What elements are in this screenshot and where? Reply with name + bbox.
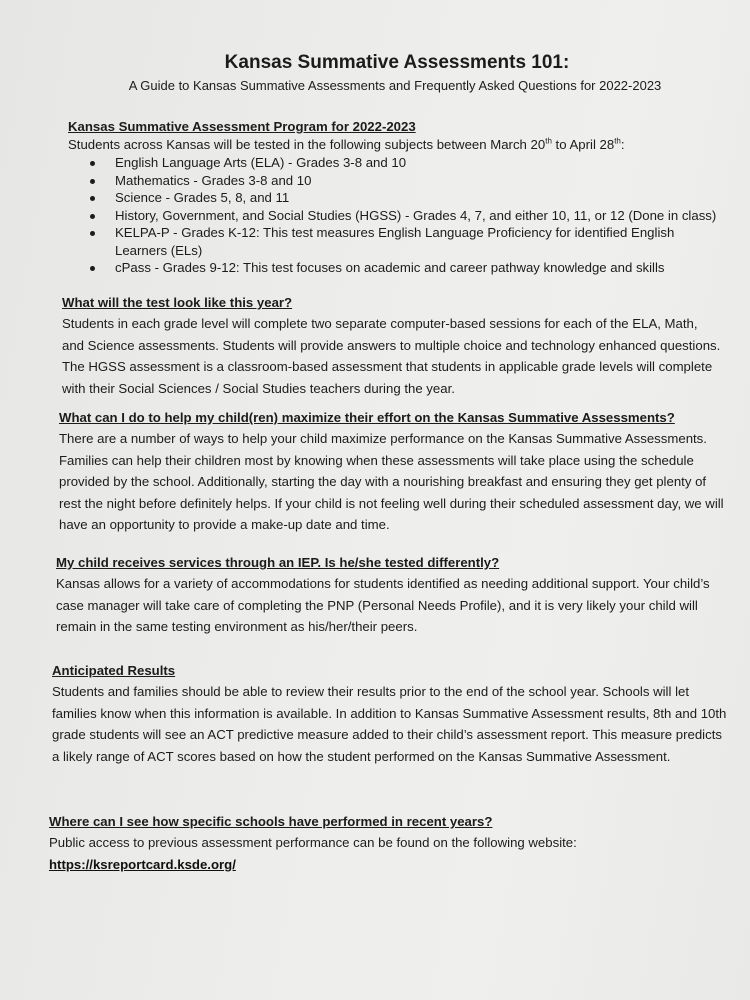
help-section [59, 407, 729, 535]
bullet-icon [90, 266, 95, 271]
report-card-link[interactable]: https://ksreportcard.ksde.org/ [49, 856, 236, 872]
iep-body: Kansas allows for a variety of accommodations for students identified as needing additional support. Your child’s case manager will take care of completing the PNP (Personal Needs Profile), and it is very likely your child will remain in the same testing environment as his/her/their peers. [56, 576, 710, 635]
bullet-icon [90, 214, 95, 219]
performance-heading: Where can I see how specific schools have performed in recent years? [49, 814, 493, 829]
subject-list [68, 154, 718, 277]
program-intro [68, 136, 718, 154]
bullet-icon [90, 161, 95, 166]
program-intro-text-3: : [620, 137, 625, 152]
bullet-icon [90, 196, 95, 201]
program-intro-text-2: to April 28 [551, 137, 615, 152]
list-item [68, 172, 718, 190]
results-section [52, 660, 732, 767]
test-look-section [62, 292, 722, 399]
program-intro-text-1: Students across Kansas will be tested in the following subjects between March 20 [68, 137, 546, 152]
help-heading: What can I do to help my child(ren) maximize their effort on the Kansas Summative Assessments? [59, 410, 675, 425]
list-item [68, 224, 718, 259]
list-item [68, 189, 718, 207]
program-section [68, 118, 718, 277]
performance-body: Public access to previous assessment performance can be found on the following website: [49, 835, 577, 851]
list-item-text: Science - Grades 5, 8, and 11 [115, 190, 290, 205]
list-item [68, 207, 718, 225]
list-item [68, 259, 718, 277]
program-intro-sup-2: th [614, 136, 621, 146]
help-body: There are a number of ways to help your child maximize performance on the Kansas Summative Assessments. Families can help their children most by knowing when these assessments will take place using the schedule provided by the school. Additionally, starting the day with a nourishing breakfast and ensuring they get plenty of rest the night before definitely helps. If your child is not feeling well during their scheduled assessment day, we will have an opportunity to provide a make-up date and time. [59, 431, 724, 533]
list-item [68, 154, 718, 172]
results-heading: Anticipated Results [52, 663, 176, 678]
list-item-text: English Language Arts (ELA) - Grades 3-8 and 10 [115, 155, 407, 170]
results-body: Students and families should be able to review their results prior to the end of the school year. Schools will let families know when this information is available. In addition to Kansas Summative Assessment results, 8th and 10th grade students will see an ACT predictive measure added to their child’s assessment report. This measure predicts a likely range of ACT scores based on how the student performed on the Kansas Summative Assessment. [52, 684, 727, 764]
program-intro-sup-1: th [545, 136, 552, 146]
list-item-text: Mathematics - Grades 3-8 and 10 [115, 172, 312, 188]
page-subtitle: A Guide to Kansas Summative Assessments and Frequently Asked Questions for 2022-2023 [128, 78, 662, 93]
iep-section [56, 552, 726, 638]
bullet-icon [90, 179, 95, 184]
list-item-text: History, Government, and Social Studies (HGSS) - Grades 4, 7, and either 10, 11, or 12 (Done in class) [115, 207, 717, 223]
iep-heading: My child receives services through an IEP. Is he/she tested differently? [56, 555, 500, 570]
list-item-text: KELPA-P - Grades K-12: This test measures English Language Proficiency for identified English Learners (ELs) [115, 225, 675, 258]
test-look-heading: What will the test look like this year? [62, 295, 293, 310]
test-look-body: Students in each grade level will complete two separate computer-based sessions for each of the ELA, Math, and Science assessments. Students will provide answers to multiple choice and technology enhanced questions. The HGSS assessment is a classroom-based assessment that students in applicable grade levels will complete with their Social Sciences / Social Studies teachers during the year. [62, 316, 721, 396]
list-item-text: cPass - Grades 9-12: This test focuses on academic and career pathway knowledge and skills [115, 260, 665, 275]
bullet-icon [90, 231, 95, 236]
performance-section [49, 811, 729, 875]
page-title: Kansas Summative Assessments 101: [224, 52, 570, 73]
program-heading: Kansas Summative Assessment Program for 2022-2023 [68, 119, 416, 134]
